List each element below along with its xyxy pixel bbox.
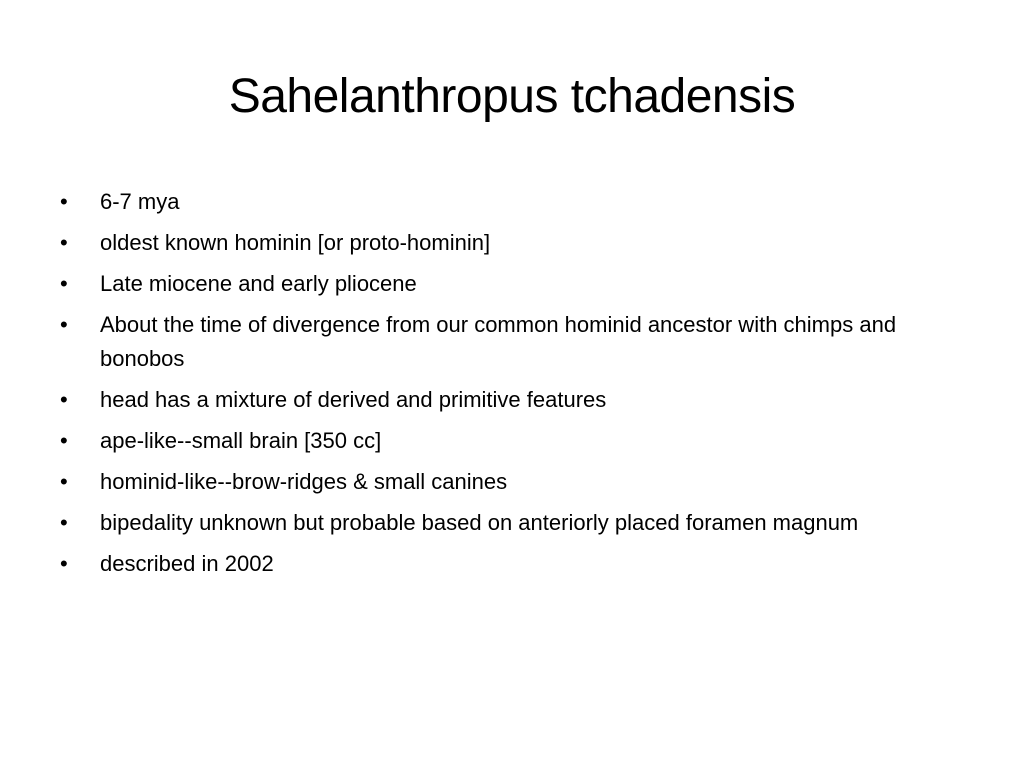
- bullet-item: [60, 226, 940, 260]
- bullet-text: bipedality unknown but probable based on anteriorly placed foramen magnum: [100, 510, 859, 535]
- bullet-text: About the time of divergence from our common hominid ancestor with chimps and bonobos: [100, 312, 897, 371]
- bullet-icon: •: [60, 189, 68, 214]
- bullet-item: [60, 308, 940, 376]
- bullet-item: [60, 383, 940, 417]
- bullet-icon: •: [60, 387, 68, 412]
- bullet-icon: •: [60, 230, 68, 255]
- bullet-list: [60, 185, 940, 588]
- bullet-icon: •: [60, 428, 68, 453]
- bullet-item: [60, 547, 940, 581]
- bullet-text: Late miocene and early pliocene: [100, 271, 417, 296]
- bullet-icon: •: [60, 271, 68, 296]
- bullet-icon: •: [60, 469, 68, 494]
- bullet-item: [60, 424, 940, 458]
- bullet-icon: •: [60, 510, 68, 535]
- bullet-text: described in 2002: [100, 551, 274, 576]
- bullet-text: hominid-like--brow-ridges & small canines: [100, 469, 508, 494]
- bullet-icon: •: [60, 312, 68, 337]
- bullet-text: oldest known hominin [or proto-hominin]: [100, 230, 491, 255]
- slide-title: Sahelanthropus tchadensis: [228, 70, 796, 123]
- bullet-text: 6-7 mya: [100, 189, 180, 214]
- bullet-text: head has a mixture of derived and primitive features: [100, 387, 607, 412]
- bullet-item: [60, 506, 940, 540]
- bullet-item: [60, 185, 940, 219]
- bullet-text: ape-like--small brain [350 cc]: [100, 428, 382, 453]
- bullet-item: [60, 267, 940, 301]
- bullet-icon: •: [60, 551, 68, 576]
- bullet-item: [60, 465, 940, 499]
